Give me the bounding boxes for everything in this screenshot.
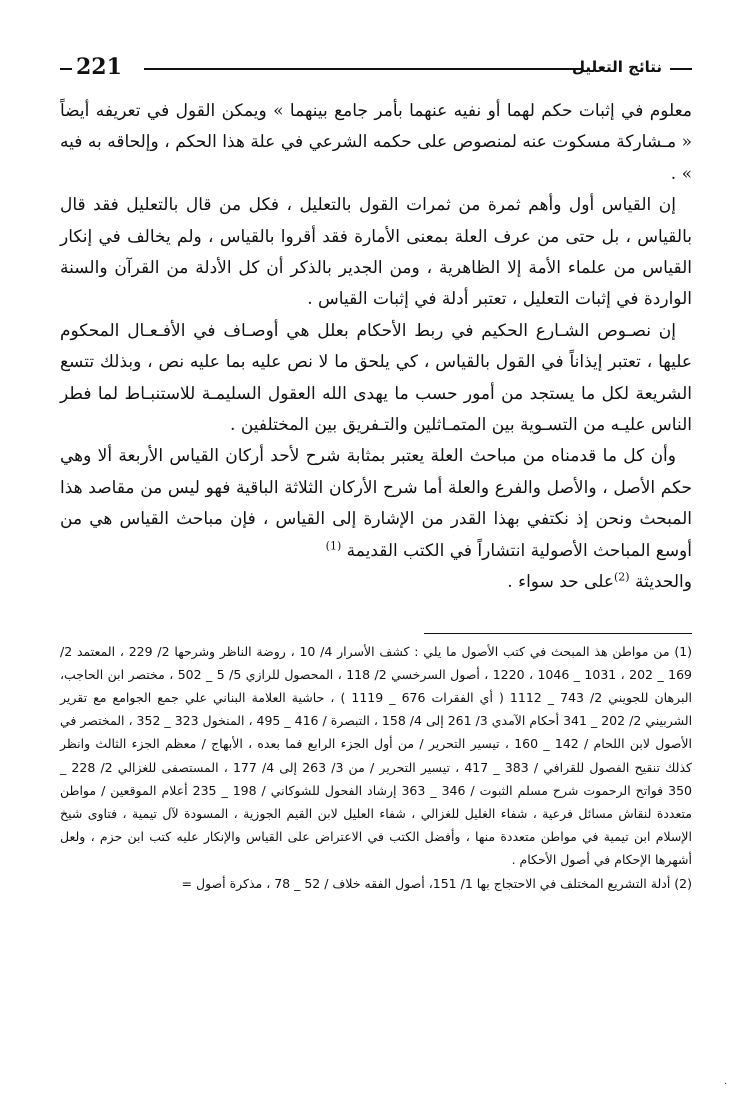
header-right-dash <box>670 68 692 70</box>
paragraph-4-end <box>60 567 692 598</box>
header-left-dash <box>60 68 72 70</box>
paragraph-2: إن القياس أول وأهم ثمرة من ثمرات القول بالتعليل ، فكل من قال بالتعليل فقد قال بالقياس ، بل حتى من عرف العلة بمعنى الأمارة فقد أقروا بالقياس ، ولم يخالف في إنكار القياس من علماء الأمة إلا الظاهرية ، ومن الجدير بالذكر أن كل الأدلة من القرآن والسنة الواردة في إثبات التعليل ، تعتبر أدلة في إثبات القياس . <box>60 195 692 310</box>
chapter-title: نتائج التعليل <box>571 58 662 76</box>
main-text <box>60 96 692 599</box>
footnote-ref-1: (1) <box>325 539 342 553</box>
footnotes <box>60 640 692 895</box>
paragraph-4 <box>60 441 692 567</box>
page-number: 221 <box>76 54 122 80</box>
header-rule <box>144 68 582 70</box>
last-line-end: على حد سواء . <box>507 572 614 593</box>
footnote-separator <box>424 633 692 634</box>
page-header <box>60 52 692 88</box>
margin-mark: . <box>724 1076 728 1087</box>
footnote-ref-2: (2) <box>614 570 630 584</box>
last-line-start: والحديثة <box>635 572 692 593</box>
paragraph-1: معلوم في إثبات حكم لهما أو نفيه عنهما بأمر جامع بينهما » ويمكن القول في تعريفه أيضاً « مـشاركة مسكوت عنه لمنصوص على حكمه الشرعي في علة هذا الحكم ، وإلحاقه به فيه » . <box>60 101 692 184</box>
paragraph-3: إن نصـوص الشـارع الحكيم في ربط الأحكام بعلل هي أوصـاف في الأفـعـال المحكوم عليها ، تعتبر إيذاناً في القول بالقياس ، كي يلحق ما لا نص عليه بما عليه نص ، وبذلك تتسع الشريعة لكل ما يستجد من أمور حسب ما يهدى الله العقول السليمـة للاستنبـاط لما فطر الناس عليـه من التسـوية بين المتمـاثلين والتـفريق بين المختلفين . <box>60 320 692 436</box>
book-page <box>60 52 692 895</box>
footnote-1: (1) من مواطن هذ المبحث في كتب الأصول ما يلي : كشف الأسرار 4/ 10 ، روضة الناظر وشرحها 2/ 229 ، المعتمد 2/ 169 _ 202 ، 1031 _ 1046 ، 1220 ، أصول السرخسي 2/ 118 ، المحصول للرازي 5/ 5 _ 502 ، مختصر ابن الحاجب، البرهان للجويني 2/ 743 _ 1112 ( أي الفقرات 676 _ 1119 ) ، حاشية العلامة البناني علي جمع الجوامع مع تقرير الشربيني 2/ 202 _ 341 أحكام الآمدي 3/ 261 إلى 4/ 158 ، التبصرة / 416 _ 495 ، المنخول 323 _ 352 ، المختصر في الأصول لابن اللحام / 142 _ 160 ، تيسير التحرير / من أول الجزء الرابع فما بعده ، الأبهاج / معظم الجزء الثالث وانظر كذلك تنقيح الفصول للقرافي / 383 _ 417 ، تيسير التحرير / من 3/ 263 إلى 4/ 177 ، المستصفى للغزالي 2/ 228 _ 350 فواتح الرحموت شرح مسلم الثبوت / 346 _ 363 إرشاد الفحول للشوكاني / 198 _ 235 أعلام الموقعين / مواطن متعددة لنقاش مسائل فرعية ، شفاء الغليل للغزالي ، شفاء العليل لابن القيم الجوزية ، المسودة لآل تيمية ، فتاوى شيخ الإسلام ابن تيمية في مواطن متعددة منها ، وأفضل الكتب في الاعتراض على القياس والإنكار عليه كتب ابن حزم ، ولعل أشهرها الإحكام في أصول الأحكام . <box>60 643 693 868</box>
footnote-2: (2) أدلة التشريع المختلف في الاحتجاج بها 1/ 151، أصول الفقه خلاف / 52 _ 78 ، مذكرة أصول = <box>181 875 692 891</box>
paragraph-4-text: وأن كل ما قدمناه من مباحث العلة يعتبر بمثابة شرح لأحد أركان القياس الأربعة ألا وهي حكم الأصل ، والأصل والفرع والعلة أما شرح الأركان الثلاثة الباقية فهو ليس من مقاصد هذا المبحث ونحن إذ نكتفي بهذا القدر من الإشارة إلى القياس ، فإن مباحث القياس هي من أوسع المباحث الأصولية انتشاراً في الكتب القديمة <box>60 446 692 561</box>
